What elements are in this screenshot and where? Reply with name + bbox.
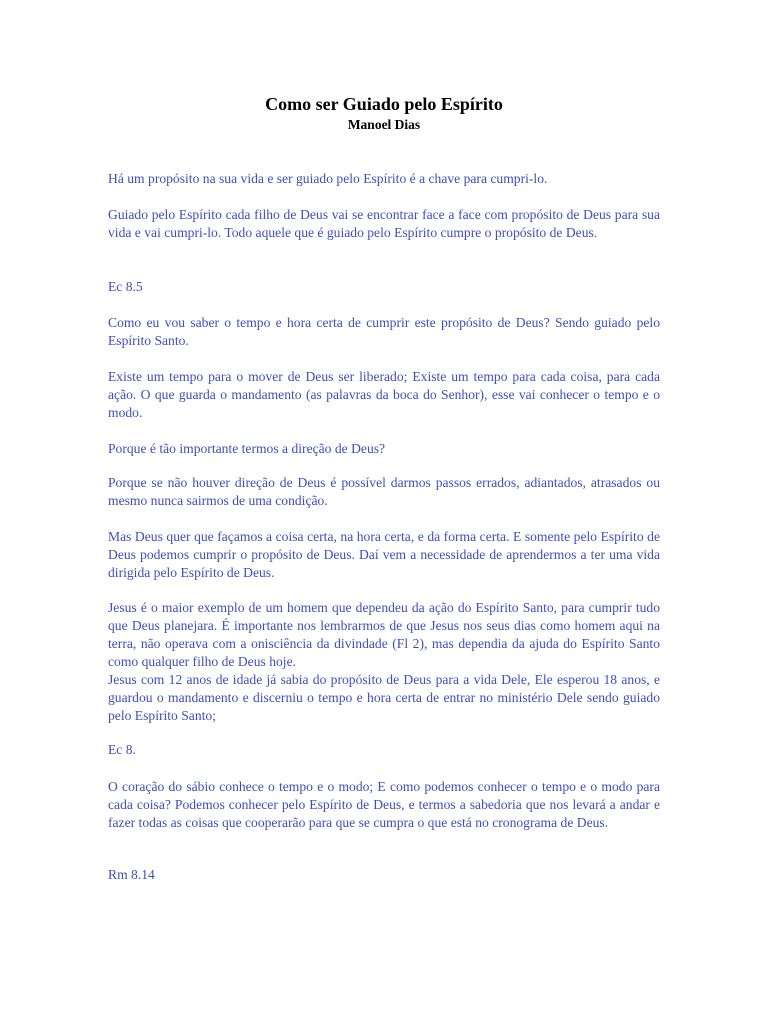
scripture-reference: Rm 8.14 <box>108 867 155 882</box>
paragraph-existe-tempo: Existe um tempo para o mover de Deus ser liberado; Existe um tempo para cada coisa, para cada ação. O que guarda o mandamento (as palavras da boca do Senhor), esse vai conhecer o tempo e o modo. <box>108 369 660 420</box>
paragraph-jesus-exemplo: Jesus é o maior exemplo de um homem que dependeu da ação do Espírito Santo, para cumprir tudo que Deus planejara. É importante nos lembrarmos de que Jesus nos seus dias como homem aqui na terra, não operava com a onisciência da divindade (Fl 2), mas dependia da ajuda do Espírito Santo como qualquer filho de Deus hoje. Jesus com 12 anos de idade já sabia do propósito de Deus para a vida Dele, Ele esperou 18 anos, e guardou o mandamento e discerniu o tempo e hora certa de entrar no ministério Dele sendo guiado pelo Espírito Santo; <box>108 600 660 723</box>
scripture-reference: Ec 8. <box>108 742 136 757</box>
document-author: Manoel Dias <box>347 117 421 132</box>
scripture-reference: Ec 8.5 <box>108 279 143 294</box>
paragraph-coracao-sabio: O coração do sábio conhece o tempo e o modo; E como podemos conhecer o tempo e o modo para cada coisa? Podemos conhecer pelo Espírito de Deus, e termos a sabedoria que nos levará a andar e fazer todas as coisas que cooperarão para que se cumpra o que está no cronograma de Deus. <box>108 779 660 830</box>
paragraph-question-direcao: Porque é tão importante termos a direção de Deus? <box>108 441 386 456</box>
paragraph-passos-errados: Porque se não houver direção de Deus é possível darmos passos errados, adiantados, atrasados ou mesmo nunca sairmos de uma condição. <box>108 475 660 508</box>
paragraph-intro: Há um propósito na sua vida e ser guiado pelo Espírito é a chave para cumpri-lo. <box>108 171 548 186</box>
paragraph-coisa-certa: Mas Deus quer que façamos a coisa certa, na hora certa, e da forma certa. E somente pelo Espírito de Deus podemos cumprir o propósito de Deus. Daí vem a necessidade de aprendermos a ter uma vida dirigida pelo Espírito de Deus. <box>108 529 660 580</box>
paragraph-guiado: Guiado pelo Espírito cada filho de Deus vai se encontrar face a face com propósito de Deus para sua vida e vai cumpri-lo. Todo aquele que é guiado pelo Espírito cumpre o propósito de Deus. <box>108 207 660 240</box>
document-title: Como ser Guiado pelo Espírito <box>265 94 503 114</box>
paragraph-question-tempo: Como eu vou saber o tempo e hora certa de cumprir este propósito de Deus? Sendo guiado pelo Espírito Santo. <box>108 315 660 348</box>
